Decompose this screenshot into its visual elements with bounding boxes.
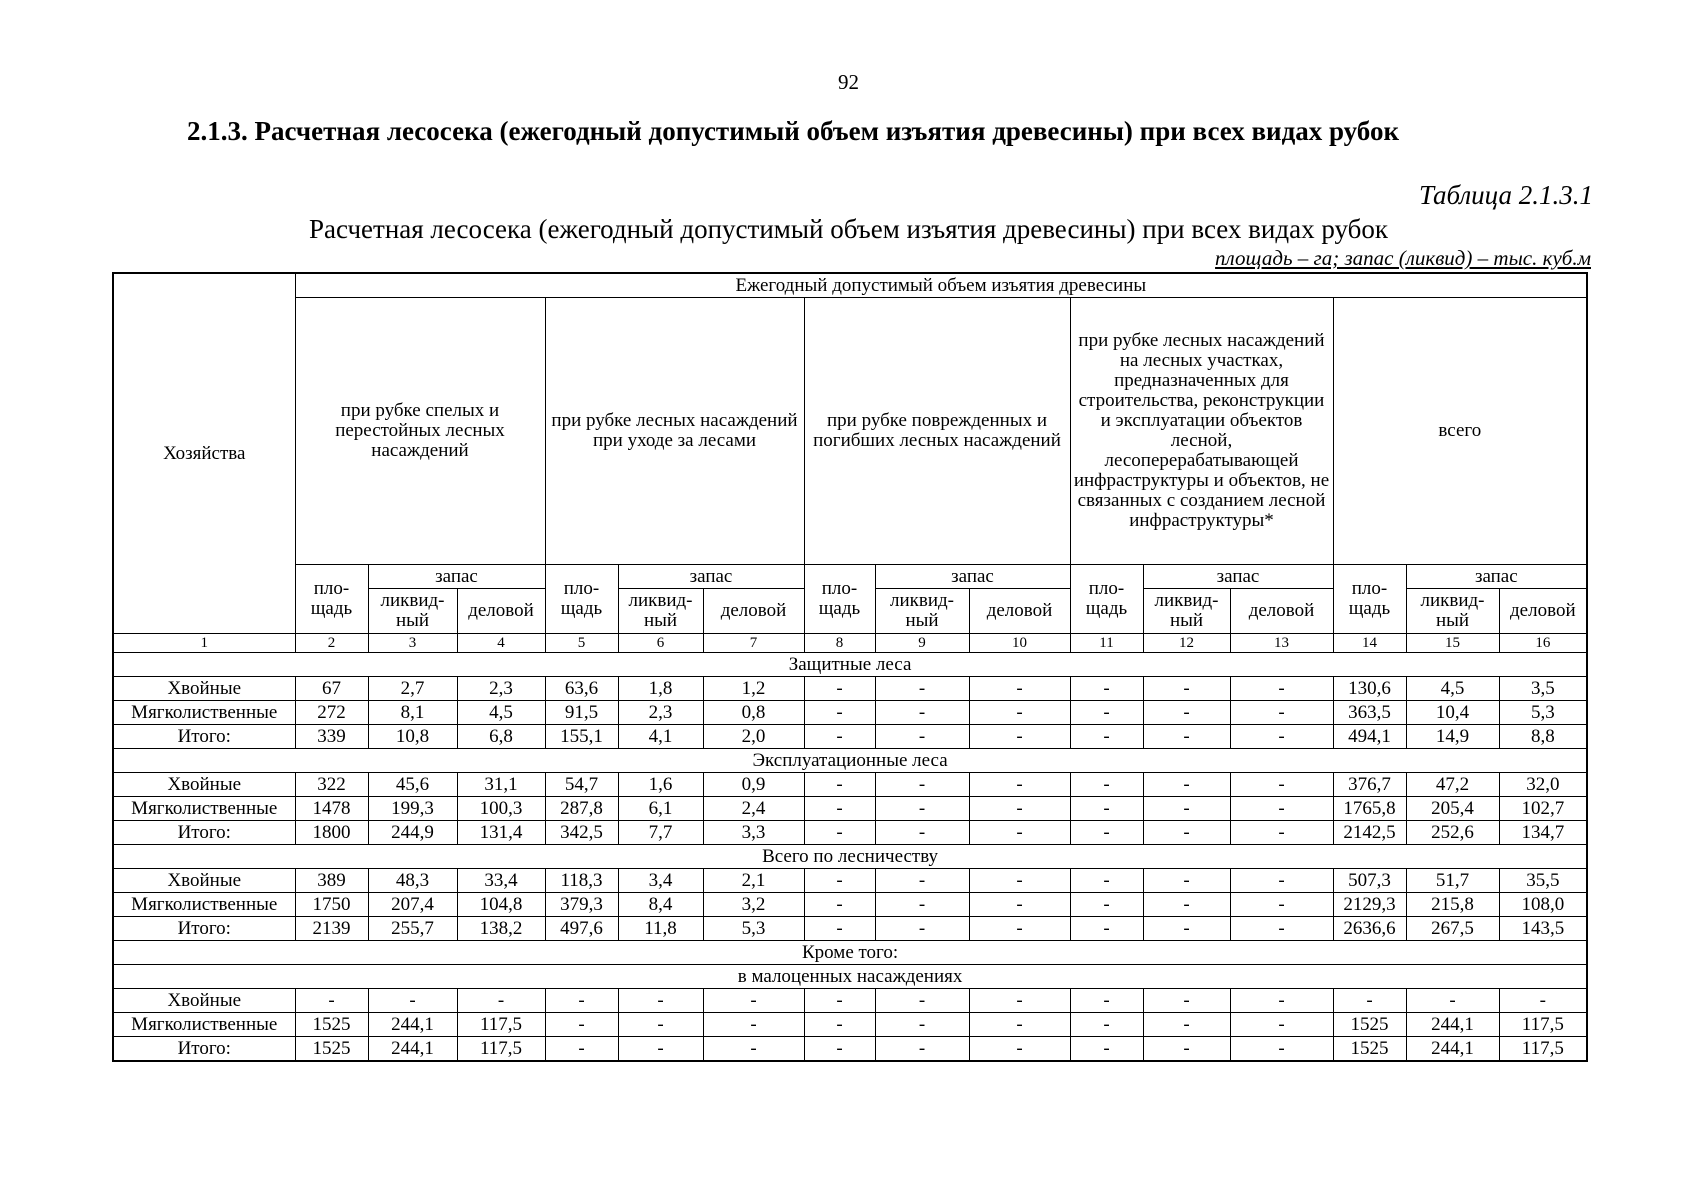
column-number: 1: [113, 634, 295, 653]
table-cell: 0,9: [703, 773, 804, 797]
column-number: 16: [1499, 634, 1587, 653]
table-cell: 267,5: [1406, 917, 1499, 941]
table-cell: 322: [295, 773, 368, 797]
header-group-care-felling: при рубке лесных насаждений при уходе за лесами: [545, 298, 804, 565]
section-heading: 2.1.3. Расчетная лесосека (ежегодный допустимый объем изъятия древесины) при всех видах рубок: [187, 116, 1400, 146]
table-cell: 32,0: [1499, 773, 1587, 797]
table-cell: 244,1: [368, 1013, 457, 1037]
table-cell: 2636,6: [1333, 917, 1406, 941]
row-label: Мягколиственные: [113, 797, 295, 821]
table-cell: 1765,8: [1333, 797, 1406, 821]
table-cell: -: [1143, 797, 1230, 821]
section-title: Всего по лесничеству: [113, 845, 1587, 869]
table-cell: -: [1070, 773, 1143, 797]
table-cell: -: [804, 677, 875, 701]
section-row: [113, 653, 1587, 677]
table-cell: -: [804, 1013, 875, 1037]
table-cell: -: [1070, 1013, 1143, 1037]
table-cell: -: [875, 1037, 969, 1062]
table-cell: -: [969, 893, 1070, 917]
table-cell: 252,6: [1406, 821, 1499, 845]
table-cell: -: [618, 989, 703, 1013]
row-label: Хвойные: [113, 869, 295, 893]
table-cell: -: [804, 893, 875, 917]
table-row: [113, 1013, 1587, 1037]
header-group-total: всего: [1333, 298, 1587, 565]
table-cell: -: [969, 869, 1070, 893]
table-cell: 45,6: [368, 773, 457, 797]
header-group-damaged-felling: при рубке поврежденных и погибших лесных насаждений: [804, 298, 1070, 565]
table-cell: -: [969, 989, 1070, 1013]
table-cell: 134,7: [1499, 821, 1587, 845]
table-cell: 1525: [1333, 1037, 1406, 1062]
row-label: Итого:: [113, 821, 295, 845]
table-cell: 1,6: [618, 773, 703, 797]
table-cell: 54,7: [545, 773, 618, 797]
row-label: Итого:: [113, 917, 295, 941]
table-cell: -: [875, 893, 969, 917]
table-cell: 494,1: [1333, 725, 1406, 749]
table-cell: 339: [295, 725, 368, 749]
header-stock-liquid: ликвид-ный: [618, 589, 703, 634]
table-cell: -: [804, 989, 875, 1013]
table-cell: -: [804, 797, 875, 821]
table-cell: 6,1: [618, 797, 703, 821]
table-cell: -: [969, 773, 1070, 797]
header-group-construction-felling: при рубке лесных насаждений на лесных участках, предназначенных для строительства, реконструкции и эксплуатации объектов лесной, лесоперерабатывающей инфраструктуры и объектов, не связанных с созданием лесной инфраструктуры*: [1070, 298, 1333, 565]
table-cell: 117,5: [1499, 1037, 1587, 1062]
table-cell: -: [457, 989, 545, 1013]
table-cell: 35,5: [1499, 869, 1587, 893]
table-cell: -: [1230, 917, 1333, 941]
table-cell: 3,2: [703, 893, 804, 917]
table-cell: -: [804, 917, 875, 941]
table-cell: -: [1070, 893, 1143, 917]
table-cell: -: [804, 869, 875, 893]
table-cell: -: [969, 821, 1070, 845]
table-cell: -: [618, 1037, 703, 1062]
page-number: 92: [838, 70, 859, 94]
header-stock-liquid: ликвид-ный: [368, 589, 457, 634]
table-cell: 2142,5: [1333, 821, 1406, 845]
table-cell: -: [969, 1013, 1070, 1037]
table-cell: -: [1143, 1037, 1230, 1062]
column-number: 5: [545, 634, 618, 653]
table-cell: 108,0: [1499, 893, 1587, 917]
table-cell: 2,3: [618, 701, 703, 725]
table-cell: -: [1070, 725, 1143, 749]
header-stock-business: деловой: [1499, 589, 1587, 634]
table-cell: -: [969, 701, 1070, 725]
header-area: пло-щадь: [545, 565, 618, 634]
table-cell: -: [1070, 1037, 1143, 1062]
table-cell: -: [703, 1013, 804, 1037]
table-cell: -: [969, 797, 1070, 821]
table-cell: 244,1: [1406, 1037, 1499, 1062]
table-cell: 389: [295, 869, 368, 893]
table-cell: 14,9: [1406, 725, 1499, 749]
column-number: 4: [457, 634, 545, 653]
table-row: [113, 821, 1587, 845]
table-cell: -: [875, 821, 969, 845]
table-cell: 117,5: [457, 1013, 545, 1037]
column-number: 2: [295, 634, 368, 653]
table-cell: 102,7: [1499, 797, 1587, 821]
table-cell: -: [875, 1013, 969, 1037]
table-row: [113, 989, 1587, 1013]
table-cell: -: [1230, 893, 1333, 917]
row-label: Итого:: [113, 1037, 295, 1062]
table-cell: -: [804, 821, 875, 845]
table-cell: 363,5: [1333, 701, 1406, 725]
table-row: [113, 1037, 1587, 1062]
table-cell: -: [545, 1013, 618, 1037]
row-label: Хвойные: [113, 989, 295, 1013]
table-cell: -: [969, 1037, 1070, 1062]
table-cell: 11,8: [618, 917, 703, 941]
table-cell: -: [1406, 989, 1499, 1013]
table-cell: -: [1230, 677, 1333, 701]
table-cell: -: [875, 917, 969, 941]
table-cell: -: [1070, 701, 1143, 725]
table-cell: 199,3: [368, 797, 457, 821]
header-stock-liquid: ликвид-ный: [1406, 589, 1499, 634]
table-cell: 244,9: [368, 821, 457, 845]
table-cell: -: [1230, 725, 1333, 749]
column-number: 9: [875, 634, 969, 653]
header-stock-liquid: ликвид-ный: [875, 589, 969, 634]
table-cell: 1478: [295, 797, 368, 821]
table-cell: -: [875, 773, 969, 797]
table-cell: 67: [295, 677, 368, 701]
table-cell: 117,5: [1499, 1013, 1587, 1037]
header-area: пло-щадь: [804, 565, 875, 634]
header-stock: запас: [875, 565, 1070, 589]
table-cell: 1800: [295, 821, 368, 845]
table-cell: -: [1333, 989, 1406, 1013]
table-cell: -: [1230, 797, 1333, 821]
table-cell: 48,3: [368, 869, 457, 893]
table-cell: -: [969, 725, 1070, 749]
table-row: [113, 797, 1587, 821]
table-cell: 1525: [1333, 1013, 1406, 1037]
table-row: [113, 773, 1587, 797]
table-cell: -: [545, 1037, 618, 1062]
table-cell: 117,5: [457, 1037, 545, 1062]
table-cell: -: [1143, 917, 1230, 941]
table-cell: -: [618, 1013, 703, 1037]
table-cell: 2129,3: [1333, 893, 1406, 917]
table-cell: 4,1: [618, 725, 703, 749]
table-cell: -: [875, 869, 969, 893]
table-cell: 8,4: [618, 893, 703, 917]
table-cell: -: [1143, 1013, 1230, 1037]
row-label: Хвойные: [113, 773, 295, 797]
table-cell: -: [703, 1037, 804, 1062]
table-cell: -: [969, 917, 1070, 941]
column-number: 11: [1070, 634, 1143, 653]
table-cell: 2,4: [703, 797, 804, 821]
table-cell: 376,7: [1333, 773, 1406, 797]
header-stock: запас: [618, 565, 804, 589]
table-cell: 5,3: [703, 917, 804, 941]
table-cell: 130,6: [1333, 677, 1406, 701]
table-cell: 91,5: [545, 701, 618, 725]
table-cell: 4,5: [1406, 677, 1499, 701]
table-cell: 244,1: [368, 1037, 457, 1062]
table-cell: -: [875, 677, 969, 701]
table-cell: 31,1: [457, 773, 545, 797]
header-stock-business: деловой: [969, 589, 1070, 634]
section-subtitle: в малоценных насаждениях: [113, 965, 1587, 989]
table-row: [113, 917, 1587, 941]
table-cell: 1750: [295, 893, 368, 917]
column-number: 10: [969, 634, 1070, 653]
table-cell: 0,8: [703, 701, 804, 725]
table-number: Таблица 2.1.3.1: [1418, 180, 1593, 210]
table-cell: 244,1: [1406, 1013, 1499, 1037]
column-number: 15: [1406, 634, 1499, 653]
table-cell: 6,8: [457, 725, 545, 749]
table-cell: 1525: [295, 1037, 368, 1062]
section-row: [113, 845, 1587, 869]
section-subtitle-row: [113, 965, 1587, 989]
table-cell: -: [1230, 989, 1333, 1013]
table-cell: 287,8: [545, 797, 618, 821]
table-cell: -: [1070, 917, 1143, 941]
table-cell: -: [1143, 989, 1230, 1013]
header-stock-liquid: ликвид-ный: [1143, 589, 1230, 634]
table-cell: 1,8: [618, 677, 703, 701]
table-cell: 342,5: [545, 821, 618, 845]
table-cell: 63,6: [545, 677, 618, 701]
table-cell: 379,3: [545, 893, 618, 917]
table-cell: 8,1: [368, 701, 457, 725]
table-cell: 51,7: [1406, 869, 1499, 893]
table-cell: 4,5: [457, 701, 545, 725]
table-cell: 143,5: [1499, 917, 1587, 941]
table-cell: -: [969, 677, 1070, 701]
section-title: Защитные леса: [113, 653, 1587, 677]
table-cell: -: [1230, 701, 1333, 725]
column-number: 13: [1230, 634, 1333, 653]
table-cell: -: [1230, 773, 1333, 797]
table-cell: -: [368, 989, 457, 1013]
table-cell: 131,4: [457, 821, 545, 845]
row-label: Мягколиственные: [113, 1013, 295, 1037]
table-cell: -: [1230, 1037, 1333, 1062]
table-cell: 507,3: [1333, 869, 1406, 893]
header-stock-business: деловой: [457, 589, 545, 634]
header-area: пло-щадь: [1070, 565, 1143, 634]
table-cell: 205,4: [1406, 797, 1499, 821]
section-row: [113, 749, 1587, 773]
table-row: [113, 893, 1587, 917]
table-cell: 2,7: [368, 677, 457, 701]
section-row: [113, 941, 1587, 965]
row-label: Хвойные: [113, 677, 295, 701]
table-cell: 33,4: [457, 869, 545, 893]
table-cell: -: [1143, 725, 1230, 749]
table-cell: 104,8: [457, 893, 545, 917]
table-cell: 3,5: [1499, 677, 1587, 701]
table-cell: -: [1143, 869, 1230, 893]
section-title: Эксплуатационные леса: [113, 749, 1587, 773]
table-cell: 138,2: [457, 917, 545, 941]
table-cell: 100,3: [457, 797, 545, 821]
table-cell: -: [804, 1037, 875, 1062]
table-cell: 10,4: [1406, 701, 1499, 725]
table-row: [113, 869, 1587, 893]
table-cell: 2,1: [703, 869, 804, 893]
header-area: пло-щадь: [1333, 565, 1406, 634]
table-cell: -: [1143, 701, 1230, 725]
table-cell: 2,0: [703, 725, 804, 749]
row-label: Итого:: [113, 725, 295, 749]
table-cell: -: [804, 773, 875, 797]
table-cell: -: [1230, 821, 1333, 845]
header-group-mature-felling: при рубке спелых и перестойных лесных насаждений: [295, 298, 545, 565]
column-number: 7: [703, 634, 804, 653]
table-cell: -: [804, 725, 875, 749]
table-cell: 497,6: [545, 917, 618, 941]
table-cell: -: [1070, 821, 1143, 845]
table-cell: 207,4: [368, 893, 457, 917]
header-stock: запас: [368, 565, 545, 589]
header-area: пло-щадь: [295, 565, 368, 634]
table-cell: -: [1499, 989, 1587, 1013]
row-label: Мягколиственные: [113, 893, 295, 917]
table-cell: -: [1230, 1013, 1333, 1037]
table-cell: 2,3: [457, 677, 545, 701]
table-cell: 255,7: [368, 917, 457, 941]
table-cell: 155,1: [545, 725, 618, 749]
header-stock-business: деловой: [1230, 589, 1333, 634]
column-number: 3: [368, 634, 457, 653]
allowable-cut-table: [112, 272, 1588, 1062]
table-row: [113, 725, 1587, 749]
table-cell: -: [1143, 677, 1230, 701]
column-number: 6: [618, 634, 703, 653]
table-cell: -: [875, 725, 969, 749]
table-row: [113, 701, 1587, 725]
table-cell: -: [1070, 797, 1143, 821]
column-number: 14: [1333, 634, 1406, 653]
table-cell: -: [1070, 869, 1143, 893]
table-cell: 1,2: [703, 677, 804, 701]
table-cell: 10,8: [368, 725, 457, 749]
table-cell: -: [875, 797, 969, 821]
table-cell: -: [804, 701, 875, 725]
table-cell: 1525: [295, 1013, 368, 1037]
table-cell: 118,3: [545, 869, 618, 893]
table-cell: -: [1143, 773, 1230, 797]
column-number: 12: [1143, 634, 1230, 653]
table-caption: Расчетная лесосека (ежегодный допустимый объем изъятия древесины) при всех видах рубок: [309, 214, 1388, 244]
table-cell: -: [1230, 869, 1333, 893]
table-cell: -: [875, 701, 969, 725]
table-cell: 8,8: [1499, 725, 1587, 749]
table-cell: -: [545, 989, 618, 1013]
table-cell: -: [295, 989, 368, 1013]
column-number: 8: [804, 634, 875, 653]
table-cell: 272: [295, 701, 368, 725]
section-title: Кроме того:: [113, 941, 1587, 965]
table-cell: 2139: [295, 917, 368, 941]
table-cell: -: [1143, 821, 1230, 845]
table-cell: -: [1070, 677, 1143, 701]
table-cell: -: [703, 989, 804, 1013]
table-cell: -: [1143, 893, 1230, 917]
table-cell: 3,3: [703, 821, 804, 845]
table-cell: 47,2: [1406, 773, 1499, 797]
header-annual-volume: Ежегодный допустимый объем изъятия древесины: [295, 273, 1587, 298]
table-cell: 5,3: [1499, 701, 1587, 725]
row-label: Мягколиственные: [113, 701, 295, 725]
table-cell: -: [875, 989, 969, 1013]
table-cell: -: [1070, 989, 1143, 1013]
units-note: площадь – га; запас (ликвид) – тыс. куб.м: [1215, 246, 1591, 270]
header-stock-business: деловой: [703, 589, 804, 634]
table-cell: 7,7: [618, 821, 703, 845]
header-stock: запас: [1406, 565, 1587, 589]
header-farms: Хозяйства: [113, 273, 295, 634]
header-stock: запас: [1143, 565, 1333, 589]
table-cell: 215,8: [1406, 893, 1499, 917]
table-cell: 3,4: [618, 869, 703, 893]
table-row: [113, 677, 1587, 701]
